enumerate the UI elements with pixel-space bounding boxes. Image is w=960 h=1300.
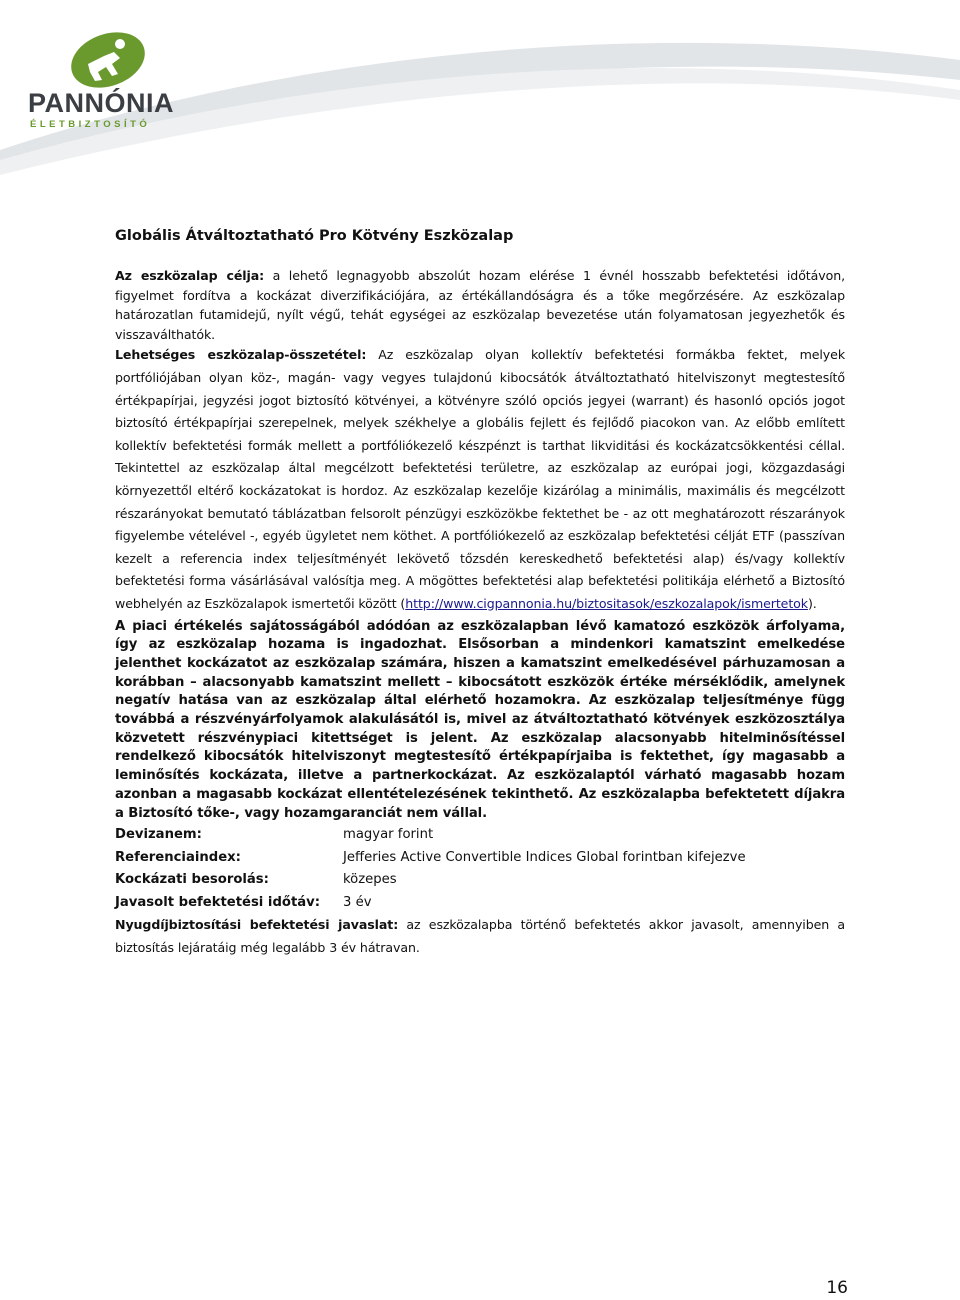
risk-paragraph: A piaci értékelés sajátosságából adódóan az eszközalapban lévő kamatozó eszközök árfolyama, így az eszközalap hozama is ingadozhat. Elsősorban a mindenkori kamatszint emelkedése jelenthet kockázatot az eszközalap számára, hiszen a kamatszint emelkedésével párhuzamosan a korábban – alacsonyabb kamatszint mellett – kibocsátott eszközök értéke mérséklődik, amelynek negatív hatása van az eszközalap által elérhető hozamokra. Az eszközalap teljesítménye függ továbbá a részvényárfolyamok alakulásától is, mivel az átváltoztatható kötvények eszközosztálya közvetett részvénypiaci kitettséget is jelent. Az eszközalap alacsonyabb hitelminősítéssel rendelkező kibocsátók hitelviszonyt megtestesítő értékpapírjaiba is fektethet, így magasabb a leminősítés kockázata, illetve a partnerkockázat. Az eszközalaptól várható magasabb hozam azonban a magasabb kockázat ellentételezésének tekinthető. Az eszközalapba befektetett díjakra a Biztosító tőke-, vagy hozamgaranciát nem vállal. [115,618,845,821]
attribute-label: Referenciaindex: [115,849,241,865]
attribute-row [115,869,845,892]
pannonia-logo [28,30,198,130]
runner-emblem-icon [68,30,148,88]
purpose-label: Az eszközalap célja: [115,268,265,283]
purpose-text: a lehető legnagyobb abszolút hozam elérése 1 évnél hosszabb befektetési időtávon, figyelmet fordítva a kockázat diverzifikációjára, az értékállandóságra és a tőke megőrzésére. Az eszközalap határozatlan futamidejű, nyílt végű, tehát egységei az eszközalap bevezetése után folyamatosan jegyezhetők és visszaválthatók. [115,268,845,342]
recommendation-paragraph [115,914,845,959]
attribute-value: közepes [343,872,397,888]
attribute-row [115,891,845,914]
composition-paragraph [115,344,845,615]
purpose-paragraph [115,266,845,344]
logo-name: PANNÓNIA [28,88,175,118]
attribute-row [115,846,845,869]
attribute-value: magyar forint [343,827,434,843]
attribute-row [115,823,845,846]
recommendation-text: az eszközalapba történő befektetés akkor javasolt, amennyiben a biztosítás lejáratáig még legalább 3 év hátravan. [115,916,846,955]
fund-attributes [115,823,845,914]
attribute-label: Kockázati besorolás: [115,872,269,888]
composition-text: Az eszközalap olyan kollektív befektetési formákba fektet, melyek portfóliójában olyan köz-, magán- vagy vegyes tulajdonú kibocsátók átváltoztatható hitelviszonyt megtestesítő értékpapírjai, jegyzési jogot biztosító kötvényei, a kötvényre szóló opciós jegyei (warrant) és hasonló opciós jogot biztosító értékpapírjai szerepelnek, melyek székhelye a globális fejlett és fejlődő piacokon van. Az előbb említett kollektív befektetési formák mellett a portfóliókezelő készpénzt is tarthat likviditási és kockázatcsökkentési céllal. Tekintettel az eszközalap által megcélzott befektetési területre, az eszközalap az európai jogi, közgazdasági környezettől eltérő kockázatokat is hordoz. Az eszközalap kezelője kizárólag a minimális, maximális és megcélzott részarányokat bemutató táblázatban felsorolt pénzügyi eszközökbe fektethet be - az ott meghatározott részarányok figyelembe vételével -, egyéb ügyletet nem köthet. A portfóliókezelő az eszközalap befektetési célját ETF (passzívan kezelt a referencia index teljesítményét lekövető tőzsdén kereskedhető befektetési alap) és/vagy kollektív befektetési forma vásárlásával valósítja meg. A mögöttes befektetési alap befektetési politikája elérhető a Biztosító webhelyén az Eszközalapok ismertetői között ( [115,347,846,611]
composition-label: Lehetséges eszközalap-összetétel: [115,347,367,363]
attribute-value: 3 év [343,895,372,911]
attribute-label: Javasolt befektetési időtáv: [115,895,321,911]
page-number: 16 [826,1278,848,1298]
attribute-value: Jefferies Active Convertible Indices Global forintban kifejezve [343,849,746,865]
logo-tagline: ÉLETBIZTOSÍTÓ [30,119,151,130]
composition-text-after: ). [807,595,817,611]
ismertetok-link[interactable]: http://www.cigpannonia.hu/biztositasok/eszkozalapok/ismertetok [405,595,808,611]
recommendation-label: Nyugdíjbiztosítási befektetési javaslat: [115,916,399,932]
document-body [115,228,845,959]
attribute-label: Devizanem: [115,827,202,843]
document-title: Globális Átváltoztatható Pro Kötvény Eszközalap [115,228,514,244]
